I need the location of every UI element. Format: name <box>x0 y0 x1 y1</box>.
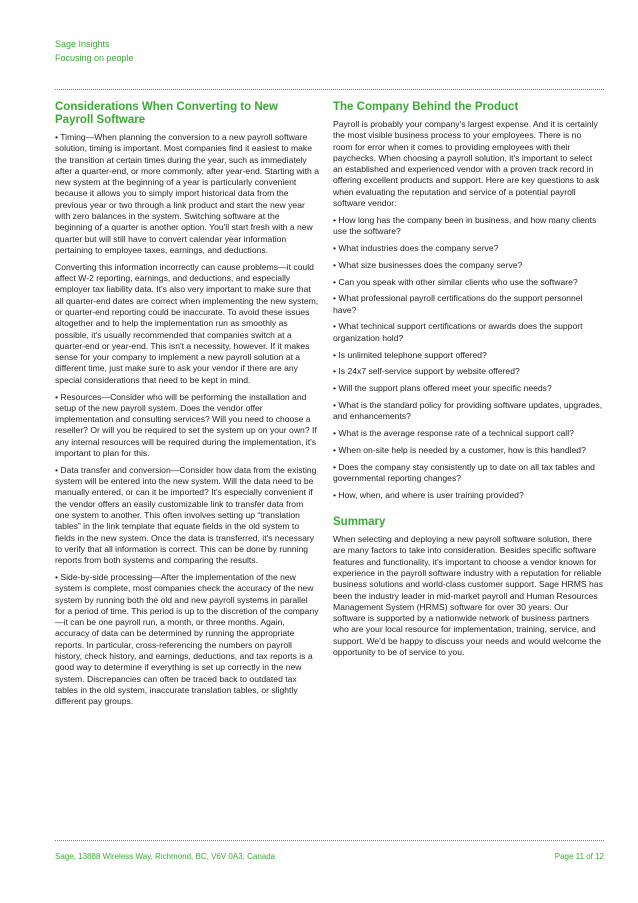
brand-name: Sage Insights <box>55 39 110 49</box>
section-title-conversion: Considerations When Converting to New Payroll Software <box>55 101 278 126</box>
paragraph: • Data transfer and conversion—Consider how data from the existing system will be entered into the new system. Will the data need to be manually entered, or can it be imported? It's especially convenient if the vendor offers an easily customizable link to transfer data from one system to another. This often involves setting up “translation tables” in the link template that equate fields in the old system to fields in the new system. Once the data is transferred, it's necessary to verify that all information is correct. This can be done by running reports from both systems and comparing the results. <box>55 464 317 566</box>
list-item: • Is 24x7 self-service support by website offered? <box>333 366 520 377</box>
page-number: Page 11 of 12 <box>554 852 604 861</box>
paragraph: • Timing—When planning the conversion to a new payroll software solution, timing is important. Most companies find it easiest to make the transition at certain times during the year, such as immediately after a quarter-end, or more commonly, after year-end. Starting with a new system at the beginning of a year is particularly convenient because it allows you to simply import historical data from the previous year or two through a link product and start the new year with zero balances in the system. Switching software at the beginning of a quarter is another option. You'll start fresh with a new quarter but will still have to convert calendar year information pertaining to employee taxes, earnings, and deductions. <box>55 132 319 255</box>
list-item: • How long has the company been in business, and how many clients use the software? <box>333 214 597 237</box>
header-divider <box>55 89 604 90</box>
footer-divider <box>55 840 604 841</box>
list-item: • What industries does the company serve? <box>333 242 499 253</box>
paragraph: • Resources—Consider who will be performing the installation and setup of the new payroll system. Does the vendor offer implementation and consulting services? Will you need to choose a reseller? Or will you be required to set the system up on your own? If any internal resources will be required during the implementation, it's important to plan for this. <box>55 391 317 459</box>
summary-paragraph: When selecting and deploying a new payroll software solution, there are many factors to take into consideration. Besides specific software features and functionality, it's important to choose a vendor known for experience in the payroll software industry with a reputation for reliable business solutions and world-class customer support. Sage HRMS has been the industry leader in mid-market payroll and Human Resources Management System (HRMS) software for over 30 years. Our software is supported by a nationwide network of business partners who are your local resource for implementation, training, service, and support. We'd be happy to discuss your needs and would welcome the opportunity to be of service to you. <box>333 534 603 657</box>
list-item: • How, when, and where is user training provided? <box>333 489 524 500</box>
list-item: • What technical support certifications or awards does the support organization hold? <box>333 321 583 343</box>
brand-tagline: Focusing on people <box>55 53 134 63</box>
list-item: • What is the standard policy for providing software updates, upgrades, and enhancements? <box>333 399 603 422</box>
paragraph: Payroll is probably your company's largest expense. And it is certainly the most visible business process to your employees. There is no room for error when it comes to providing employees with their paychecks. When choosing a payroll solution, it's important to select an established and experienced vendor with a proven track record in offering excellent products and support. Here are key questions to ask when evaluating the reputation and service of a potential payroll software vendor: <box>333 119 600 209</box>
list-item: • Can you speak with other similar clients who use the software? <box>333 276 578 287</box>
list-item: • When on-site help is needed by a customer, how is this handled? <box>333 444 586 455</box>
list-item: • What is the average response rate of a technical support call? <box>333 428 574 439</box>
list-item: • Does the company stay consistently up to date on all tax tables and governmental reporting changes? <box>333 461 595 483</box>
section-title-summary: Summary <box>333 516 386 529</box>
list-item: • What size businesses does the company serve? <box>333 259 523 270</box>
paragraph: Converting this information incorrectly can cause problems—it could affect W-2 reporting, earnings, and deductions, and especially employer tax liability data. It's also very important to make sure that all quarter-end dates are correct when implementing the new system, or quarter-end reporting could be inaccurate. To avoid these issues altogether and to help the implementation run as smoothly as possible, it's usually recommended that companies switch at a quarter-end or year-end. This isn't a necessity, however. If it makes sense for your company to implement a new payroll solution at a different time, just make sure to ask your vendor if there are any special considerations that need to be kept in mind. <box>55 261 319 385</box>
list-item: • Will the support plans offered meet your specific needs? <box>333 383 552 394</box>
paragraph: • Side-by-side processing—After the implementation of the new system is complete, most companies check the accuracy of the new system by running both the old and new payroll systems in parallel for a period of time. This period is up to the discretion of the company—it can be one payroll run, a month, or three months. Again, accuracy of data can be determined by running the appropriate reports. In particular, cross-referencing the numbers on payroll history, check history, and earnings, deductions, and tax reports is a good way to determine if everything is set up correctly in the new system. Discrepancies can often be traced back to outdated tax tables in the old system, inaccurate translation tables, or slightly different pay groups. <box>55 571 319 707</box>
page-header <box>55 37 134 65</box>
list-item: • Is unlimited telephone support offered? <box>333 349 487 360</box>
footer-address: Sage, 13888 Wireless Way, Richmond, BC, V6V 0A3, Canada <box>55 852 276 861</box>
section-title-company: The Company Behind the Product <box>333 101 519 113</box>
right-column <box>333 101 603 664</box>
list-item: • What professional payroll certifications do the support personnel have? <box>333 293 583 315</box>
left-column <box>55 101 319 713</box>
